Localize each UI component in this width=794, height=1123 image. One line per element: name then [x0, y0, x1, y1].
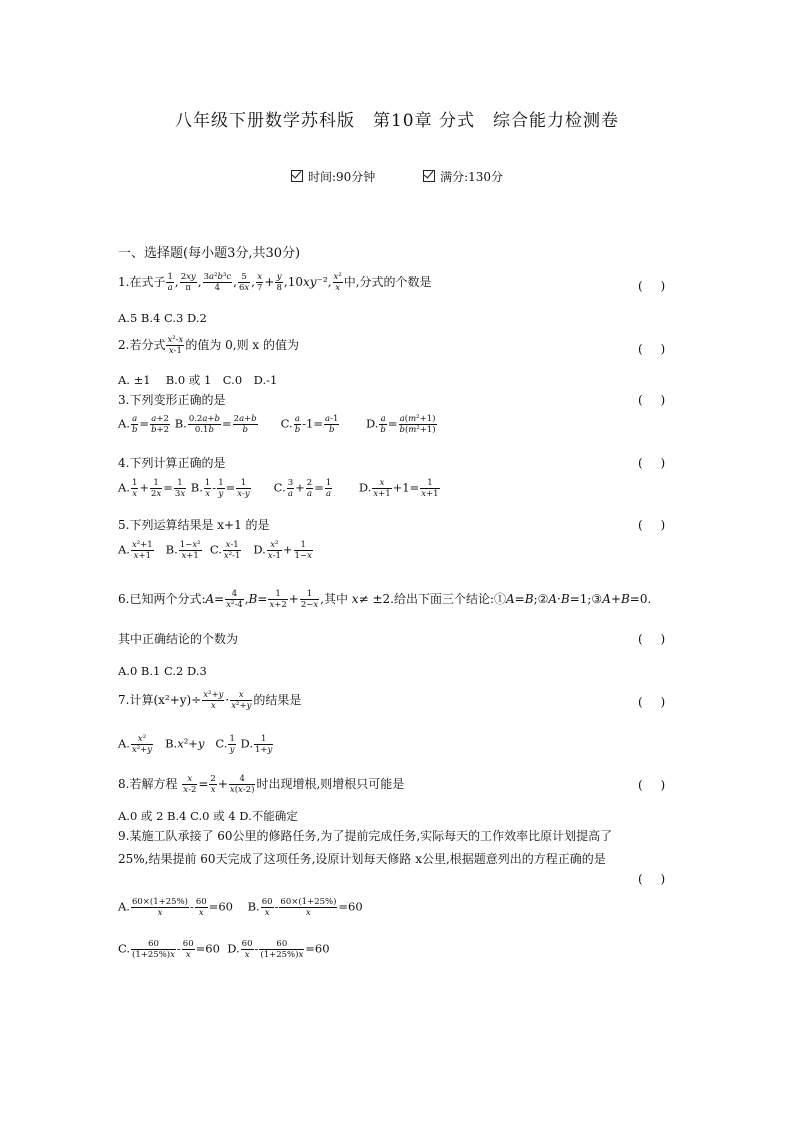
fraction: $\frac{x}{7}$ [257, 272, 263, 293]
question-7: 7.计算(x²+y)÷ $\frac{\text{x²+y}}{x}$ · $\frac{x}{\text{x²+y}}$ 的结果是 [118, 690, 302, 711]
question-2 [118, 335, 299, 356]
question-1: 1.在式子 $\frac{1}{a}$ , $\frac{2xy}{\pi}$ , $\frac{\text{3a²b³c}}{4}$ , $\frac{5}{6x}$ , $\frac{x}{7}$ + $\frac{y}{8}$ ,10xy⁻², $\frac{\text{x²}}{x}$ 中,分式的个数是 [118, 272, 432, 293]
fraction: $\frac{\text{x²-x}}{x-1}$ [167, 335, 184, 356]
q6-options: A.0 B.1 C.2 D.3 [118, 664, 207, 678]
checkbox-icon [423, 170, 435, 182]
q7-suffix: 的结果是 [253, 693, 302, 707]
answer-paren: ( ) [638, 518, 666, 532]
time-text: 时间:90分钟 [307, 170, 376, 184]
answer-paren: ( ) [638, 342, 666, 356]
q9-line1: 9.某施工队承接了 60公里的修路任务,为了提前完成任务,实际每天的工作效率比原计划提高了 [118, 829, 613, 843]
answer-paren: ( ) [638, 778, 666, 792]
question-3: 3.下列变形正确的是 [118, 393, 226, 407]
q9-options-cd: C. $\frac{60}{(1+25\%)x}$ - $\frac{60}{x}$ =60 D. $\frac{60}{x}$ - $\frac{60}{(1+25\%)x}$ =60 [118, 939, 330, 960]
q2-prefix: 2.若分式 [118, 338, 166, 352]
q7-options: A. $\frac{\text{x²}}{\text{x²+y}}$ B.x²+y C. $\frac{1}{y}$ D. $\frac{1}{1+y}$ [118, 734, 273, 755]
q8-prefix: 8.若解方程 [118, 777, 178, 791]
fraction: $\frac{\text{x²}}{x}$ [333, 272, 342, 293]
question-5: 5.下列运算结果是 x+1 的是 [118, 518, 270, 532]
answer-paren: ( ) [638, 456, 666, 470]
answer-paren: ( ) [638, 279, 666, 293]
score-text: 满分:130分 [440, 170, 504, 184]
q1-suffix: 中,分式的个数是 [343, 275, 432, 289]
q5-options: A. $\frac{\text{x²+1}}{x+1}$ B. $\frac{\text{1−x²}}{x+1}$ C. $\frac{x-1}{\text{x²-1}}$ D. $\frac{\text{x²}}{x-1}$ + $\frac{1}{1-x}$ [118, 540, 312, 561]
fraction: $\frac{y}{8}$ [276, 272, 282, 293]
page-title: 八年级下册数学苏科版 第10章 分式 综合能力检测卷 [174, 111, 620, 131]
answer-paren: ( ) [638, 393, 666, 407]
q6-line2: 其中正确结论的个数为 [118, 632, 239, 646]
q1-prefix: 1.在式子 [118, 275, 166, 289]
q2-suffix: 的值为 0,则 x 的值为 [185, 338, 299, 352]
answer-paren: ( ) [638, 695, 666, 709]
score-item [423, 170, 503, 184]
q8-suffix: 时出现增根,则增根只可能是 [256, 777, 405, 791]
section-heading: 一、选择题(每小题3分,共30分) [118, 246, 301, 261]
fraction: $\frac{5}{6x}$ [238, 272, 250, 293]
question-4: 4.下列计算正确的是 [118, 456, 226, 470]
q3-options: A. $\frac{a}{b}$ = $\frac{a+2}{b+2}$ B. $\frac{0.2a+b}{0.1b}$ = $\frac{2a+b}{b}$ C. $\frac{a}{b}$ -1= $\frac{a-1}{b}$ D. $\frac{a}{b}$ = $\frac{\text{a(m²+1)}}{\text{b(m²+1)}}$ [118, 414, 436, 435]
q1-options: A.5 B.4 C.3 D.2 [118, 311, 207, 325]
fraction: $\frac{2xy}{\pi}$ [180, 272, 196, 293]
question-8: 8.若解方程 $\frac{x}{x-2}$ = $\frac{2}{x}$ + $\frac{4}{x(x-2)}$ 时出现增根,则增根只可能是 [118, 774, 405, 795]
answer-paren: ( ) [638, 632, 666, 646]
q4-options: A. $\frac{1}{x}$ + $\frac{1}{2x}$ = $\frac{1}{3x}$ B. $\frac{1}{x}$ - $\frac{1}{y}$ = $\frac{1}{x-y}$ C. $\frac{3}{a}$ + $\frac{2}{a}$ = $\frac{1}{a}$ D. $\frac{x}{x+1}$ +1= $\frac{1}{x+1}$ [118, 478, 439, 499]
checkbox-icon [291, 170, 303, 182]
q9-line2: 25%,结果提前 60天完成了这项任务,设原计划每天修路 x公里,根据题意列出的方程正确的是 [118, 852, 606, 866]
question-6: 6.已知两个分式:A= $\frac{4}{\text{x²-4}}$ ,B= $\frac{1}{x+2}$ + $\frac{1}{2-x}$ ,其中 x≠ ±2.给出下面三个结论:①A=B;②A·B=1;③A+B=0. [118, 589, 652, 610]
exam-meta [0, 168, 794, 185]
q9-options-ab: A. $\frac{60\times(1+25\%)}{x}$ - $\frac{60}{x}$ =60 B. $\frac{60}{x}$ - $\frac{60\times(1+25\%)}{x}$ =60 [118, 897, 363, 918]
q8-options: A.0 或 2 B.4 C.0 或 4 D.不能确定 [118, 809, 298, 823]
fraction: $\frac{\text{3a²b³c}}{4}$ [203, 272, 232, 293]
answer-paren: ( ) [638, 872, 666, 886]
fraction: $\frac{1}{a}$ [167, 272, 173, 293]
q7-prefix: 7.计算(x²+y)÷ [118, 693, 202, 707]
q2-options: A. ±1 B.0 或 1 C.0 D.-1 [118, 373, 278, 387]
time-item [291, 170, 375, 184]
